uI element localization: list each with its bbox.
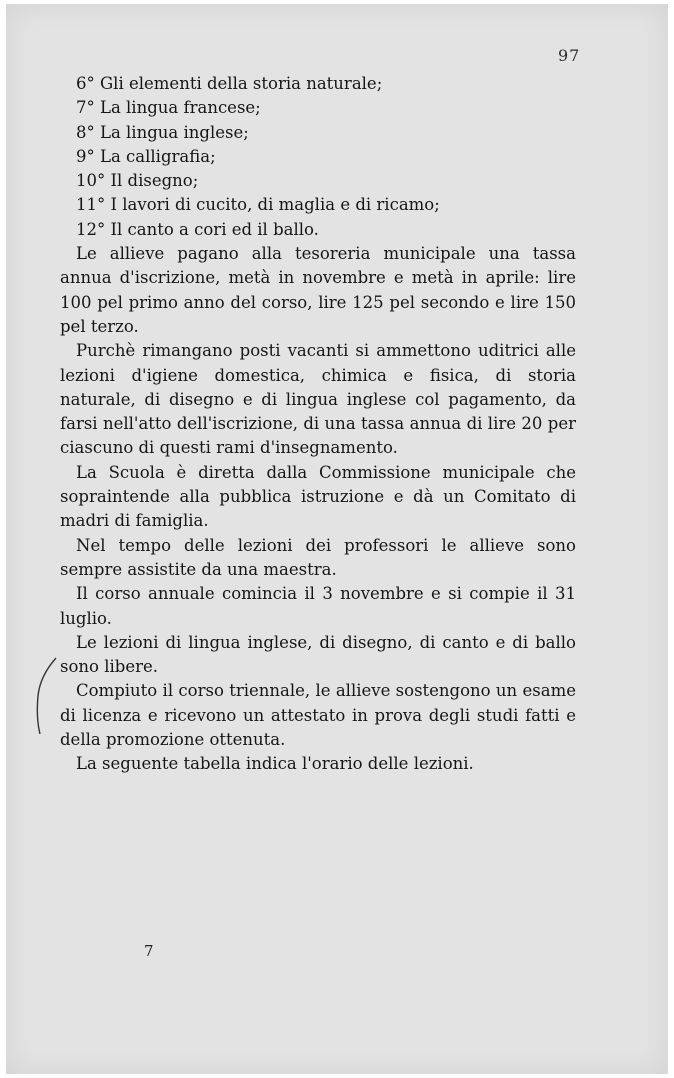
paragraph-fees: Le allieve pagano alla tesoreria municipale una tassa annua d'iscrizione, metà in novembre e metà in aprile: lire 100 pel primo anno del corso, lire 125 pel secondo e lire 150 pel terzo. — [60, 244, 576, 336]
paragraph-direction: La Scuola è diretta dalla Commissione municipale che sopraintende alla pubblica istruzione e dà un Comitato di madri di famiglia. — [60, 462, 576, 531]
paragraph-auditors: Purchè rimangano posti vacanti si ammettono uditrici alle lezioni d'igiene domestica, chimica e fisica, di storia naturale, di disegno e di lingua inglese col pagamento, da farsi nell'atto dell'iscrizione, di una tassa annua di lire 20 per ciascuno di questi rami d'insegnamento. — [60, 341, 576, 458]
paragraph-optional-lessons: Le lezioni di lingua inglese, di disegno, di canto e di ballo sono libere. — [60, 632, 576, 677]
list-item: 10° Il disegno; — [76, 171, 199, 191]
page-number: 97 — [558, 46, 581, 65]
signature-number: 7 — [144, 942, 154, 960]
list-item: 7° La lingua francese; — [76, 98, 261, 118]
paragraph-assistance: Nel tempo delle lezioni dei professori le allieve sono sempre assistite da una maestra. — [60, 535, 576, 579]
list-item: 12° Il canto a cori ed il ballo. — [76, 219, 319, 239]
body-text — [60, 72, 576, 777]
margin-bracket-mark — [30, 656, 60, 740]
list-item: 9° La calligrafia; — [76, 146, 216, 166]
paragraph-exam: Compiuto il corso triennale, le allieve sostengono un esame di licenza e ricevono un attestato in prova degli studi fatti e della promozione ottenuta. — [60, 681, 576, 750]
paragraph-course-dates: Il corso annuale comincia il 3 novembre e si compie il 31 luglio. — [60, 584, 576, 628]
list-item: 6° Gli elementi della storia naturale; — [76, 74, 383, 93]
list-item: 11° I lavori di cucito, di maglia e di ricamo; — [76, 195, 440, 215]
paragraph-timetable-intro: La seguente tabella indica l'orario delle lezioni. — [76, 754, 474, 774]
list-item: 8° La lingua inglese; — [76, 122, 249, 142]
